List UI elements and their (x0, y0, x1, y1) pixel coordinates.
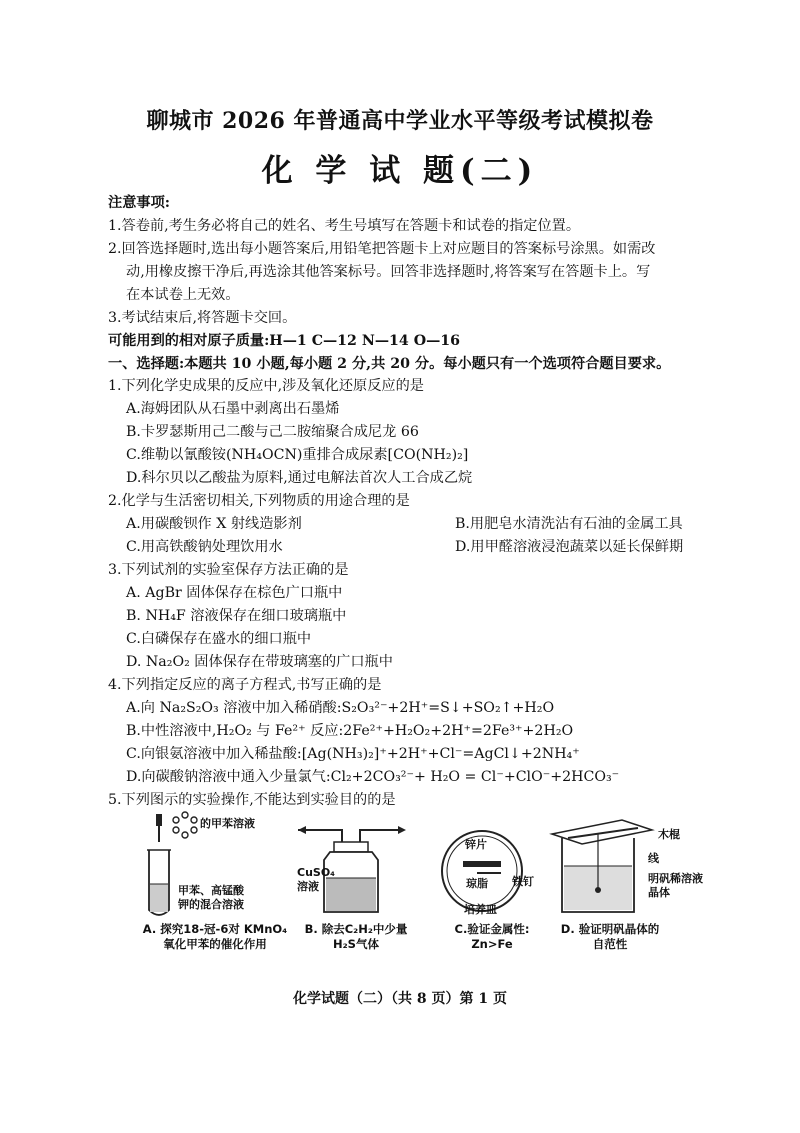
option: A. AgBr 固体保存在棕色广口瓶中 (126, 585, 343, 601)
figure-label: 甲苯、高锰酸 (178, 884, 244, 897)
notice-item: 2.回答选择题时,选出每小题答案后,用铅笔把答题卡上对应题目的答案标号涂黑。如需改 (108, 241, 656, 257)
figure-label: CuSO₄ (297, 866, 335, 879)
figure-caption (550, 922, 670, 952)
figure-label: 钾的混合溶液 (178, 898, 244, 911)
figure-label: 明矾稀溶液 (648, 872, 703, 885)
figure-label: 木棍 (658, 828, 680, 841)
figure-caption (140, 922, 290, 952)
figure-label: 琼脂 (466, 877, 488, 890)
caption-line: H₂S气体 (333, 937, 379, 951)
notice-item: 动,用橡皮擦干净后,再选涂其他答案标号。回答非选择题时,将答案写在答题卡上。写 (126, 264, 651, 280)
figure-label: 晶体 (648, 886, 670, 899)
option: D.用甲醛溶液浸泡蔬菜以延长保鲜期 (455, 539, 684, 555)
figure-label: 锌片 (465, 838, 487, 851)
figure-label: 的甲苯溶液 (200, 817, 255, 830)
option: A.向 Na₂S₂O₃ 溶液中加入稀硝酸:S₂O₃²⁻+2H⁺=S↓+SO₂↑+H₂O (126, 700, 555, 716)
option: A.用碳酸钡作 X 射线造影剂 (126, 516, 302, 532)
option: B.用肥皂水清洗沾有石油的金属工具 (455, 516, 683, 532)
caption-line: A. 探究18-冠-6对 KMnO₄ (142, 922, 288, 936)
option: C.用高铁酸钠处理饮用水 (126, 539, 283, 555)
section-heading: 一、选择题:本题共 10 小题,每小题 2 分,共 20 分。每小题只有一个选项符合题目要求。 (108, 356, 671, 372)
caption-line: B. 除去C₂H₂中少量 (304, 922, 408, 936)
question-stem: 1.下列化学史成果的反应中,涉及氧化还原反应的是 (108, 378, 424, 394)
crown-ether-icon (170, 810, 200, 840)
option: C.维勒以氰酸铵(NH₄OCN)重排合成尿素[CO(NH₂)₂] (126, 447, 469, 463)
option: C.向银氨溶液中加入稀盐酸:[Ag(NH₃)₂]⁺+2H⁺+Cl⁻=AgCl↓+2NH₄⁺ (126, 746, 580, 762)
exam-subtitle: 化 学 试 题(二) (261, 153, 539, 189)
question-stem: 2.化学与生活密切相关,下列物质的用途合理的是 (108, 493, 410, 509)
caption-line: 氧化甲苯的催化作用 (163, 937, 267, 951)
page-footer: 化学试题（二）（共 8 页）第 1 页 (293, 991, 507, 1007)
figure-label: 线 (648, 852, 659, 865)
notice-item: 1.答卷前,考生务必将自己的姓名、考生号填写在答题卡和试卷的指定位置。 (108, 218, 581, 234)
notice-heading: 注意事项: (108, 195, 170, 211)
notice-item: 在本试卷上无效。 (126, 287, 240, 303)
option: D.科尔贝以乙酸盐为原料,通过电解法首次人工合成乙烷 (126, 470, 473, 486)
question-stem: 3.下列试剂的实验室保存方法正确的是 (108, 562, 349, 578)
beaker-crystal-diagram (548, 816, 658, 918)
figure-label: 溶液 (297, 880, 319, 893)
figure-caption (296, 922, 416, 952)
option: C.白磷保存在盛水的细口瓶中 (126, 631, 312, 647)
notice-item: 3.考试结束后,将答题卡交回。 (108, 310, 297, 326)
figure-label: 铁钉 (512, 875, 534, 888)
caption-line: D. 验证明矾晶体的 (560, 922, 660, 936)
option: A.海姆团队从石墨中剥离出石墨烯 (126, 401, 340, 417)
option: D.向碳酸钠溶液中通入少量氯气:Cl₂+2CO₃²⁻+ H₂O = Cl⁻+ClO⁻+2HCO₃⁻ (126, 769, 620, 785)
option: B. NH₄F 溶液保存在细口玻璃瓶中 (126, 608, 347, 624)
atomic-mass-line: 可能用到的相对原子质量:H—1 C—12 N—14 O—16 (108, 333, 460, 349)
caption-line: 自范性 (592, 937, 628, 951)
figure-label: 培养皿 (464, 903, 497, 916)
option: D. Na₂O₂ 固体保存在带玻璃塞的广口瓶中 (126, 654, 393, 670)
question-stem: 5.下列图示的实验操作,不能达到实验目的的是 (108, 792, 396, 808)
option: B.卡罗瑟斯用己二酸与己二胺缩聚合成尼龙 66 (126, 424, 419, 440)
question-stem: 4.下列指定反应的离子方程式,书写正确的是 (108, 677, 382, 693)
option: B.中性溶液中,H₂O₂ 与 Fe²⁺ 反应:2Fe²⁺+H₂O₂+2H⁺=2Fe³⁺+2H₂O (126, 723, 574, 739)
figure-caption: C.验证金属性: Zn>Fe (454, 922, 530, 951)
exam-title: 聊城市 2026 年普通高中学业水平等级考试模拟卷 (146, 108, 654, 134)
